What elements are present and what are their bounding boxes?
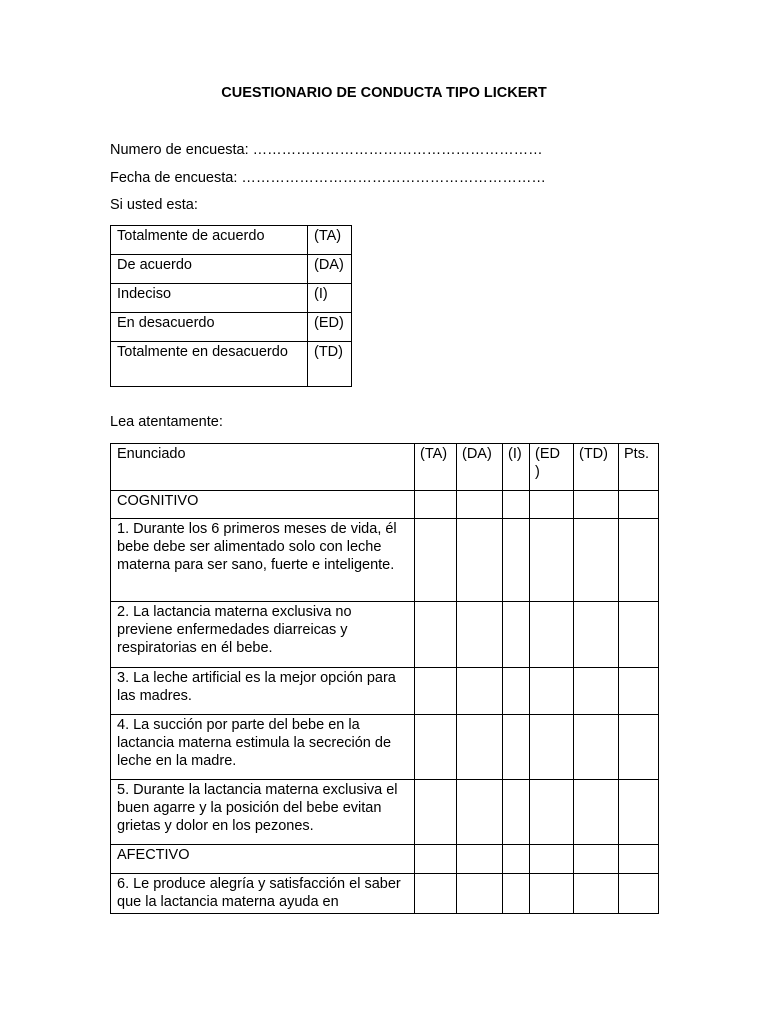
question-row xyxy=(111,715,659,780)
points-cell[interactable] xyxy=(619,668,659,715)
points-cell[interactable] xyxy=(619,874,659,914)
section-label: COGNITIVO xyxy=(111,491,415,519)
points-cell[interactable] xyxy=(619,845,659,874)
answer-cell[interactable] xyxy=(457,602,503,668)
question-text: 1. Durante los 6 primeros meses de vida, él bebe debe ser alimentado solo con leche materna para ser sano, fuerte e inteligente. xyxy=(111,519,415,602)
answer-cell[interactable] xyxy=(457,715,503,780)
answer-cell[interactable] xyxy=(574,602,619,668)
answer-cell[interactable] xyxy=(530,491,574,519)
points-cell[interactable] xyxy=(619,491,659,519)
header-da: (DA) xyxy=(457,444,503,491)
legend-abbr: (DA) xyxy=(308,255,352,284)
answer-cell[interactable] xyxy=(574,519,619,602)
question-text: 4. La succión por parte del bebe en la lactancia materna estimula la secreción de leche en la madre. xyxy=(111,715,415,780)
questions-table xyxy=(110,443,659,914)
legend-abbr: (I) xyxy=(308,284,352,313)
points-cell[interactable] xyxy=(619,519,659,602)
document-title: CUESTIONARIO DE CONDUCTA TIPO LICKERT xyxy=(221,85,547,101)
answer-cell[interactable] xyxy=(457,519,503,602)
header-pts: Pts. xyxy=(619,444,659,491)
answer-cell[interactable] xyxy=(415,715,457,780)
question-text: 5. Durante la lactancia materna exclusiva el buen agarre y la posición del bebe evitan grietas y dolor en los pezones. xyxy=(111,780,415,845)
question-row xyxy=(111,874,659,914)
header-ed: (ED ) xyxy=(530,444,574,491)
points-cell[interactable] xyxy=(619,715,659,780)
header-row xyxy=(111,444,659,491)
answer-cell[interactable] xyxy=(457,845,503,874)
if-you-are-label: Si usted esta: xyxy=(110,197,198,213)
answer-cell[interactable] xyxy=(457,780,503,845)
answer-cell[interactable] xyxy=(574,715,619,780)
survey-date-line: Fecha de encuesta: ……………………………………………………… xyxy=(110,170,546,186)
answer-cell[interactable] xyxy=(415,519,457,602)
legend-label: En desacuerdo xyxy=(111,313,308,342)
legend-abbr: (ED) xyxy=(308,313,352,342)
legend-row xyxy=(111,255,352,284)
read-carefully-label: Lea atentamente: xyxy=(110,414,223,430)
answer-cell[interactable] xyxy=(574,874,619,914)
question-text: 3. La leche artificial es la mejor opción para las madres. xyxy=(111,668,415,715)
legend-label: Indeciso xyxy=(111,284,308,313)
answer-cell[interactable] xyxy=(503,668,530,715)
answer-cell[interactable] xyxy=(415,491,457,519)
section-row xyxy=(111,845,659,874)
answer-cell[interactable] xyxy=(503,519,530,602)
answer-cell[interactable] xyxy=(574,491,619,519)
answer-cell[interactable] xyxy=(503,874,530,914)
answer-cell[interactable] xyxy=(530,715,574,780)
question-text: 2. La lactancia materna exclusiva no previene enfermedades diarreicas y respiratorias en él bebe. xyxy=(111,602,415,668)
answer-cell[interactable] xyxy=(530,874,574,914)
header-td: (TD) xyxy=(574,444,619,491)
legend-row xyxy=(111,284,352,313)
points-cell[interactable] xyxy=(619,602,659,668)
section-label: AFECTIVO xyxy=(111,845,415,874)
answer-cell[interactable] xyxy=(574,845,619,874)
section-row xyxy=(111,491,659,519)
answer-cell[interactable] xyxy=(574,780,619,845)
question-row xyxy=(111,519,659,602)
answer-cell[interactable] xyxy=(503,715,530,780)
answer-cell[interactable] xyxy=(503,780,530,845)
question-row xyxy=(111,780,659,845)
answer-cell[interactable] xyxy=(415,874,457,914)
header-statement: Enunciado xyxy=(111,444,415,491)
points-cell[interactable] xyxy=(619,780,659,845)
answer-cell[interactable] xyxy=(457,491,503,519)
answer-cell[interactable] xyxy=(503,602,530,668)
legend-label: Totalmente en desacuerdo xyxy=(111,342,308,387)
answer-cell[interactable] xyxy=(415,602,457,668)
header-ta: (TA) xyxy=(415,444,457,491)
answer-cell[interactable] xyxy=(530,602,574,668)
legend-label: Totalmente de acuerdo xyxy=(111,226,308,255)
question-row xyxy=(111,602,659,668)
answer-cell[interactable] xyxy=(457,874,503,914)
answer-cell[interactable] xyxy=(415,845,457,874)
answer-cell[interactable] xyxy=(503,845,530,874)
answer-cell[interactable] xyxy=(530,780,574,845)
answer-cell[interactable] xyxy=(503,491,530,519)
question-text: 6. Le produce alegría y satisfacción el saber que la lactancia materna ayuda en xyxy=(111,874,415,914)
answer-cell[interactable] xyxy=(530,845,574,874)
answer-cell[interactable] xyxy=(574,668,619,715)
survey-number-line: Numero de encuesta: …………………………………………………… xyxy=(110,142,543,158)
legend-abbr: (TD) xyxy=(308,342,352,387)
answer-cell[interactable] xyxy=(415,780,457,845)
answer-cell[interactable] xyxy=(415,668,457,715)
legend-label: De acuerdo xyxy=(111,255,308,284)
legend-row xyxy=(111,226,352,255)
legend-abbr: (TA) xyxy=(308,226,352,255)
answer-cell[interactable] xyxy=(530,668,574,715)
legend-row xyxy=(111,313,352,342)
question-row xyxy=(111,668,659,715)
header-i: (I) xyxy=(503,444,530,491)
legend-row xyxy=(111,342,352,387)
answer-cell[interactable] xyxy=(530,519,574,602)
legend-table xyxy=(110,225,352,387)
answer-cell[interactable] xyxy=(457,668,503,715)
